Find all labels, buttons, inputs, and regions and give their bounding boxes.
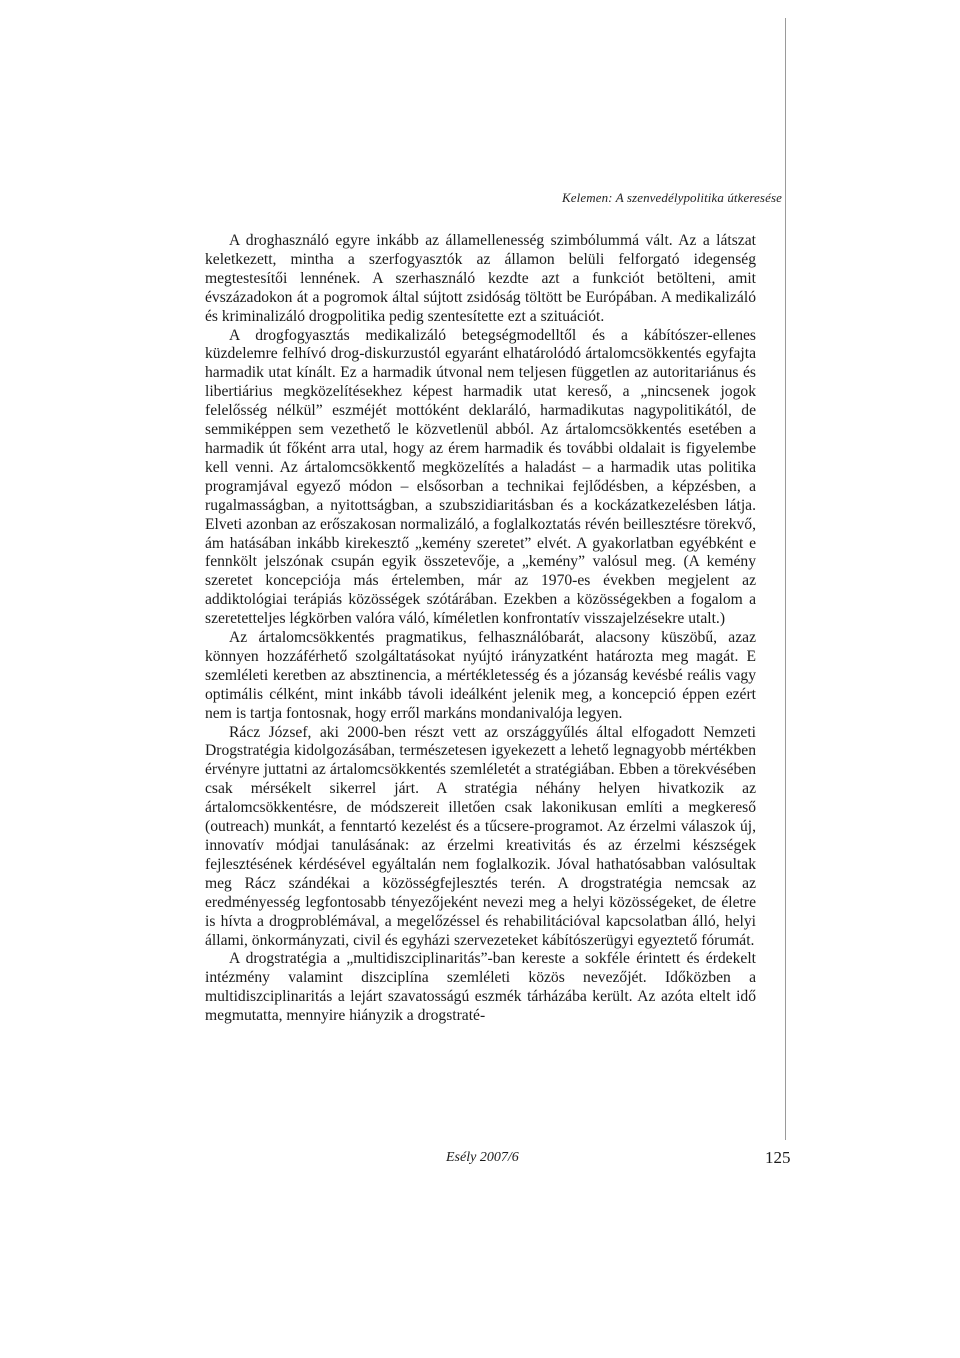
- article-body: [205, 232, 756, 1026]
- footer-journal-issue: Esély 2007/6: [446, 1150, 519, 1165]
- margin-rule: [785, 18, 786, 1140]
- paragraph-5: A drogstratégia a „multidiszciplinaritás”-ban kereste a sokféle érintett és érdekelt intézmény valamint diszciplína szemléleti közös nevezőjét. Időközben a multidiszciplinaritás a lejárt szavatosságú eszmék tárházába került. Az azóta eltelt idő megmutatta, mennyire hiányzik a drogstraté-: [205, 950, 756, 1025]
- paragraph-3: Az ártalomcsökkentés pragmatikus, felhasználóbarát, alacsony küszöbű, azaz könnyen hozzáférhető szolgáltatásokat nyújtó irányzatként határozta meg magát. E szemléleti keretben az absztinencia, a mértékletesség és a józanság kevésbé reális vagy optimális célként, mint inkább távoli ideálként jelenik meg, a koncepció éppen ezért nem is tartja fontosnak, hogy erről markáns mondanivalója legyen.: [205, 629, 756, 722]
- running-head: Kelemen: A szenvedélypolitika útkeresése: [562, 190, 782, 205]
- paragraph-2: A drogfogyasztás medikalizáló betegségmodelltől és a kábítószer-ellenes küzdelemre felhívó drog-diskurzustól egyaránt elhatárolódó ártalomcsökkentés egyfajta harmadik utat kínált. Ez a harmadik útvonal nem teljesen független az autoritariánus és libertiárius megközelítésekhez képest harmadik utat kereső, a „nincsenek jogok felelősség nélkül” eszméjét mottóként deklaráló, harmadikutas nagypolitikától, de semmiképpen sem vezethető le közvetlenül abból. Az ártalomcsökkentés esetében a harmadik út főként arra utal, hogy az érem harmadik és további oldalait is figyelembe kell venni. Az ártalomcsökkentő megközelítés a haladást – a harmadik utas politika programjával egyező módon – elsősorban a technikai fejlődésben, a képzésben, a rugalmasságban, a nyitottságban, a szubszidiaritásban és a kockázatkezelésben látja. Elveti azonban az erőszakosan normalizáló, a foglalkoztatás révén beillesztésre törekvő, ám hatásában inkább kirekesztő „kemény szeretet” elvét. A gyakorlatban egyébként e fennkölt jelszónak csupán egyik összetevője, a „kemény” valósul meg. (A kemény szeretet koncepciója más értelemben, már az 1970-es években megjelent az addiktológiai terápiás közösségek szótárában. Ezekben a közösségekben a fogalom a szeretetteljes légkörben valóra váló, kíméletlen konfrontatív visszajelzésekre utalt.): [205, 326, 756, 628]
- paragraph-4: Rácz József, aki 2000-ben részt vett az országgyűlés által elfogadott Nemzeti Drogstratégia kidolgozásában, természetesen igyekezett a lehető legnagyobb mértékben érvényre juttatni az ártalomcsökkentés szemléletét a stratégiában. Ebben a törekvésében csak mérsékelt sikerrel járt. A stratégia néhány helyen hivatkozik az ártalomcsökkentésre, de módszereit illetően csak lakonikusan említi a megkereső (outreach) munkát, a fenntartó kezelést és a tűcsere-programot. Az érzelmi válaszok új, innovatív módjai tanulásának: az érzelmi kreativitás és az érzelmi készségek fejlesztésének kérdésével egyáltalán nem foglalkozik. Jóval hathatósabban valósultak meg Rácz szándékai a közösségfejlesztés terén. A drogstratégia nemcsak az eredményesség legfontosabb tényezőjeként nevezi meg a helyi közösségeket, de életre is hívta a drogproblémával, a megelőzéssel és rehabilitációval kapcsolatban álló, helyi állami, önkormányzati, civil és egyházi szervezeteket kábítószerügyi egyeztető fórumát.: [205, 723, 756, 949]
- footer-page-number: 125: [765, 1148, 791, 1167]
- paragraph-1: A droghasználó egyre inkább az államellenesség szimbólummá vált. Az a látszat keletkezett, mintha a szerfogyasztók az államon belüli felforgató idegenség megtestesítői lennének. A szerhasználó kezdte azt a funkciót betölteni, amit évszázadokon át a pogromok által sújtott zsidóság töltött be Európában. A medikalizáló és kriminalizáló drogpolitika pedig szentesítette ezt a szituációt.: [205, 232, 756, 325]
